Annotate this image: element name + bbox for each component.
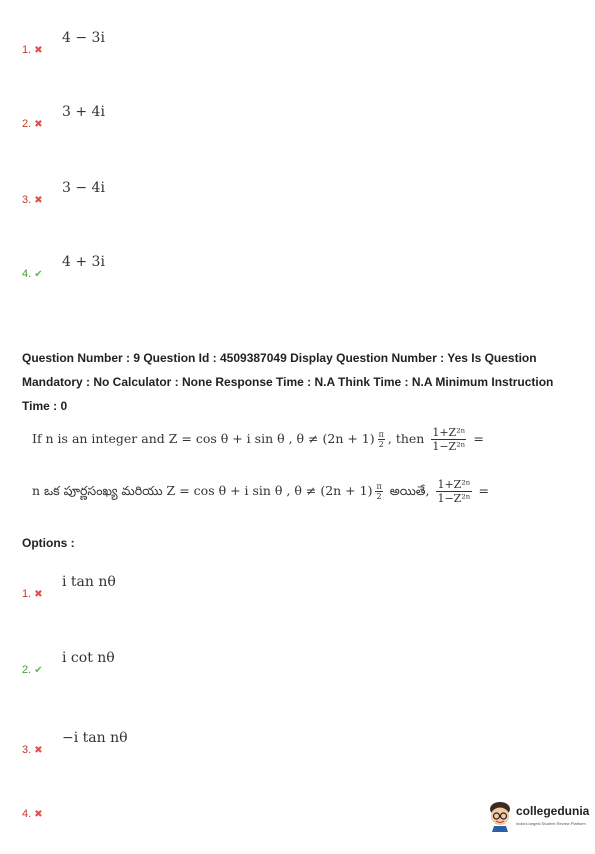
logo-name: collegedunia xyxy=(516,804,590,818)
equals-sign: = xyxy=(478,483,489,498)
option-number: 1. ✖ xyxy=(22,44,43,56)
check-icon: ✔ xyxy=(34,269,43,280)
question-english xyxy=(32,426,484,453)
prev-option-2 xyxy=(0,104,595,164)
question-telugu-mid: అయితే, xyxy=(389,483,430,498)
option-number: 3. ✖ xyxy=(22,744,43,756)
question-english-prefix: If n is an integer and Z = cos θ + i sin θ , θ ≠ (2n + 1) xyxy=(32,431,375,446)
equals-sign: = xyxy=(473,431,484,446)
prev-option-3 xyxy=(0,180,595,240)
prev-option-1 xyxy=(0,30,595,90)
option-math: 4 + 3i xyxy=(62,254,105,270)
wrong-icon: ✖ xyxy=(34,745,43,756)
expression-fraction: $\frac{\text{1+Z²ⁿ}}{\text{1−Z²ⁿ}}$ xyxy=(437,478,471,505)
option-math: i cot nθ xyxy=(62,650,115,666)
question-meta: Question Number : 9 Question Id : 4509387049 Display Question Number : Yes Is Question Mandatory : No Calculator : None Response Time : N.A Think Time : N.A Minimum Instruction Time : 0 xyxy=(22,351,554,413)
wrong-icon: ✖ xyxy=(34,45,43,56)
pi-fraction: $\frac{\pi}{2}$ xyxy=(378,430,384,449)
question-english-mid: , then xyxy=(387,431,425,446)
question-telugu xyxy=(32,478,489,505)
expression-fraction: $\frac{\text{1+Z²ⁿ}}{\text{1−Z²ⁿ}}$ xyxy=(432,426,466,453)
pi-fraction: $\frac{\pi}{2}$ xyxy=(376,482,382,501)
option-number: 2. ✔ xyxy=(22,664,43,676)
logo-tagline: India's largest Student Review Platform xyxy=(516,821,586,826)
option-math: 3 + 4i xyxy=(62,104,105,120)
mascot-icon xyxy=(486,800,514,832)
wrong-icon: ✖ xyxy=(34,809,43,820)
collegedunia-logo xyxy=(486,800,591,834)
option-2 xyxy=(0,650,595,710)
option-number: 4. ✔ xyxy=(22,268,43,280)
option-number: 2. ✖ xyxy=(22,118,43,130)
option-math: i tan nθ xyxy=(62,574,116,590)
option-number: 3. ✖ xyxy=(22,194,43,206)
options-label: Options : xyxy=(22,536,75,550)
option-number: 1. ✖ xyxy=(22,588,43,600)
option-math: 3 − 4i xyxy=(62,180,105,196)
question-telugu-prefix: n ఒక పూర్ణసంఖ్య మరియు Z = cos θ + i sin θ , θ ≠ (2n + 1) xyxy=(32,483,373,498)
option-number: 4. ✖ xyxy=(22,808,43,820)
option-math: 4 − 3i xyxy=(62,30,105,46)
check-icon: ✔ xyxy=(34,665,43,676)
prev-option-4 xyxy=(0,254,595,314)
wrong-icon: ✖ xyxy=(34,119,43,130)
option-math: −i tan nθ xyxy=(62,730,128,746)
wrong-icon: ✖ xyxy=(34,195,43,206)
option-1 xyxy=(0,574,595,634)
option-3 xyxy=(0,730,595,790)
wrong-icon: ✖ xyxy=(34,589,43,600)
